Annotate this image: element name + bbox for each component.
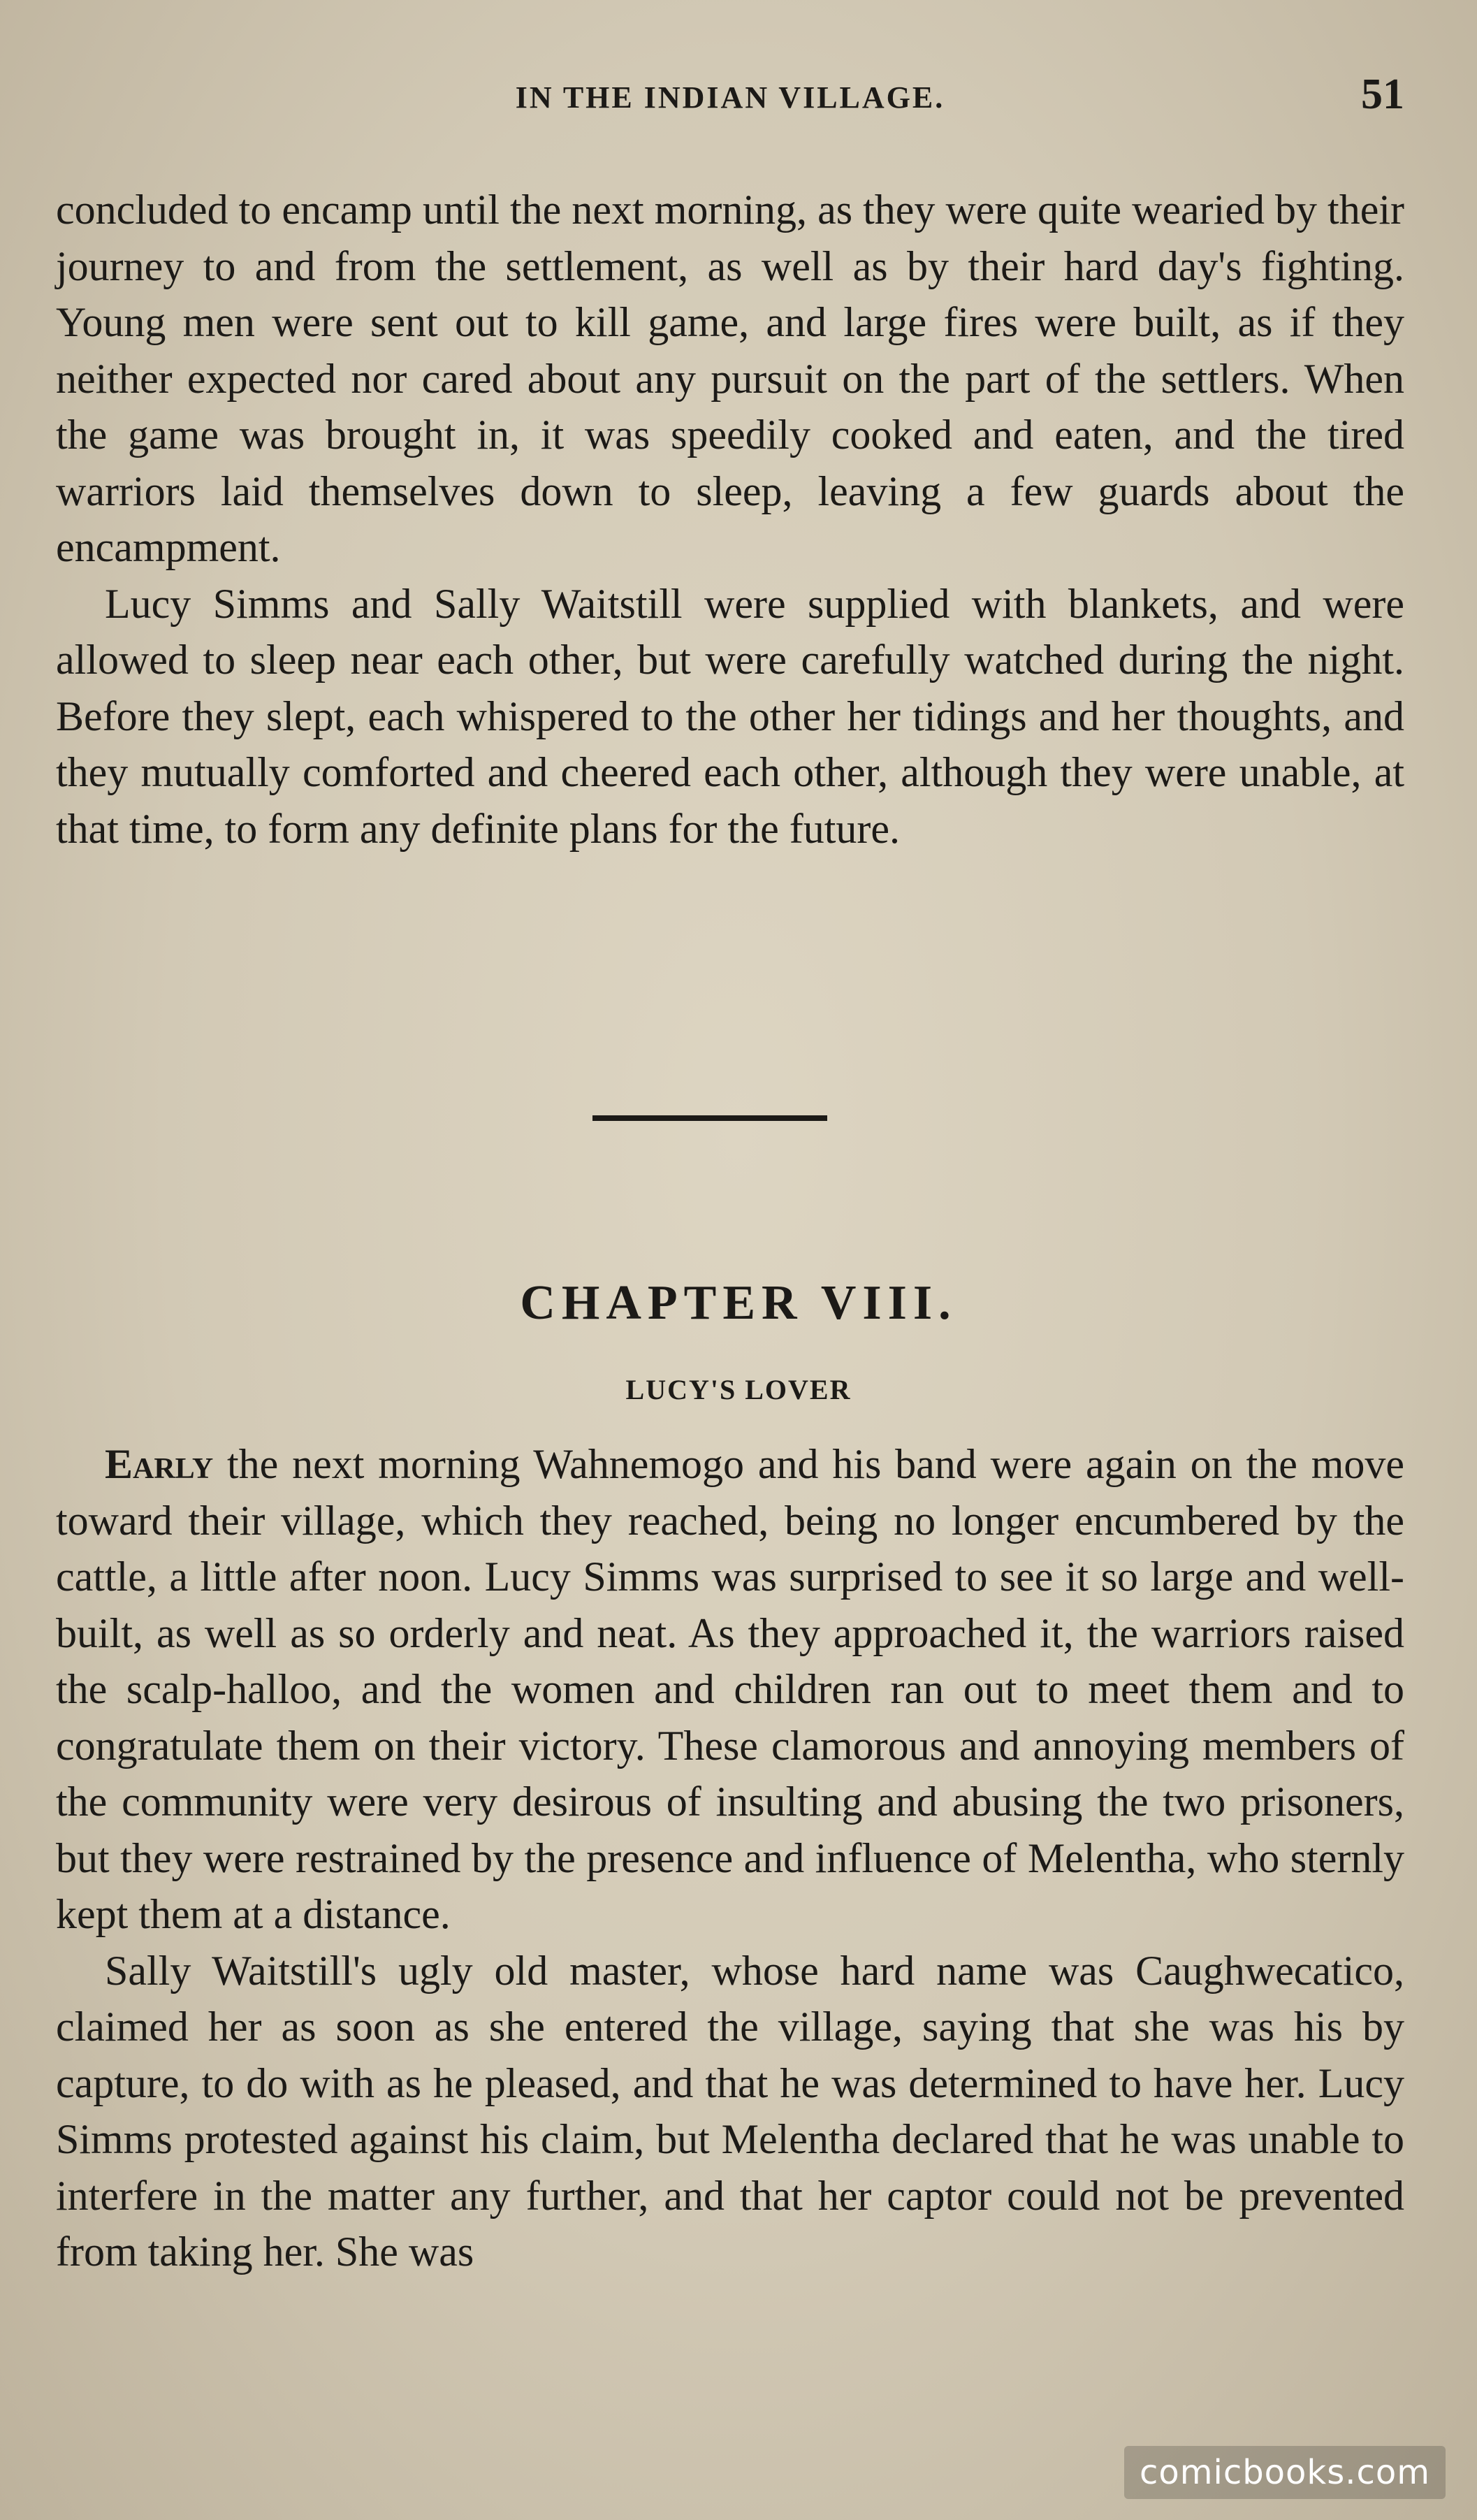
paragraph <box>56 1436 1404 1943</box>
chapter-subtitle: LUCY'S LOVER <box>625 1374 852 1405</box>
lead-word: Early <box>105 1441 214 1487</box>
page-number: 51 <box>1361 71 1404 118</box>
watermark: comicbooks.com <box>1124 2446 1446 2499</box>
body-text-section-2 <box>56 1436 1404 2280</box>
body-text-section-1 <box>56 182 1404 857</box>
paragraph-text: the next morning Wahnemogo and his band were again on the move toward their village, which they reached, being no longer encumbered by the cattle, a little after noon. Lucy Simms was surprised to see it so large and well-built, as well as so orderly and neat. As they approached it, the warriors raised the scalp-halloo, and the women and children ran out to meet them and to congratulate them on their victory. These clamorous and annoying members of the community were very desirous of insulting and abusing the two prisoners, but they were restrained by the presence and influence of Melentha, who sternly kept them at a distance. <box>56 1441 1404 1937</box>
section-divider-rule <box>592 1115 827 1121</box>
paragraph: Sally Waitstill's ugly old master, whose hard name was Caughwecatico, claimed her as soon as she entered the village, saying that she was his by capture, to do with as he pleased, and that he was determined to have her. Lucy Simms protested against his claim, but Melentha declared that he was unable to interfere in the matter any further, and that her captor could not be prevented from taking her. She was <box>56 1947 1404 2275</box>
chapter-title: CHAPTER VIII. <box>520 1276 957 1330</box>
running-head: IN THE INDIAN VILLAGE. <box>515 80 945 115</box>
paragraph: Lucy Simms and Sally Waitstill were supplied with blankets, and were allowed to sleep near each other, but were carefully watched during the night. Before they slept, each whispered to the other her tidings and her thoughts, and they mutually comforted and cheered each other, although they were unable, at that time, to form any definite plans for the future. <box>56 580 1404 852</box>
page-header <box>56 70 1404 126</box>
paragraph: concluded to encamp until the next morning, as they were quite wearied by their journey to and from the settlement, as well as by their hard day's fighting. Young men were sent out to kill game, and large fires were built, as if they neither expected nor cared about any pursuit on the part of the settlers. When the game was brought in, it was speedily cooked and eaten, and the tired warriors laid themselves down to sleep, leaving a few guards about the encampment. <box>56 187 1404 570</box>
